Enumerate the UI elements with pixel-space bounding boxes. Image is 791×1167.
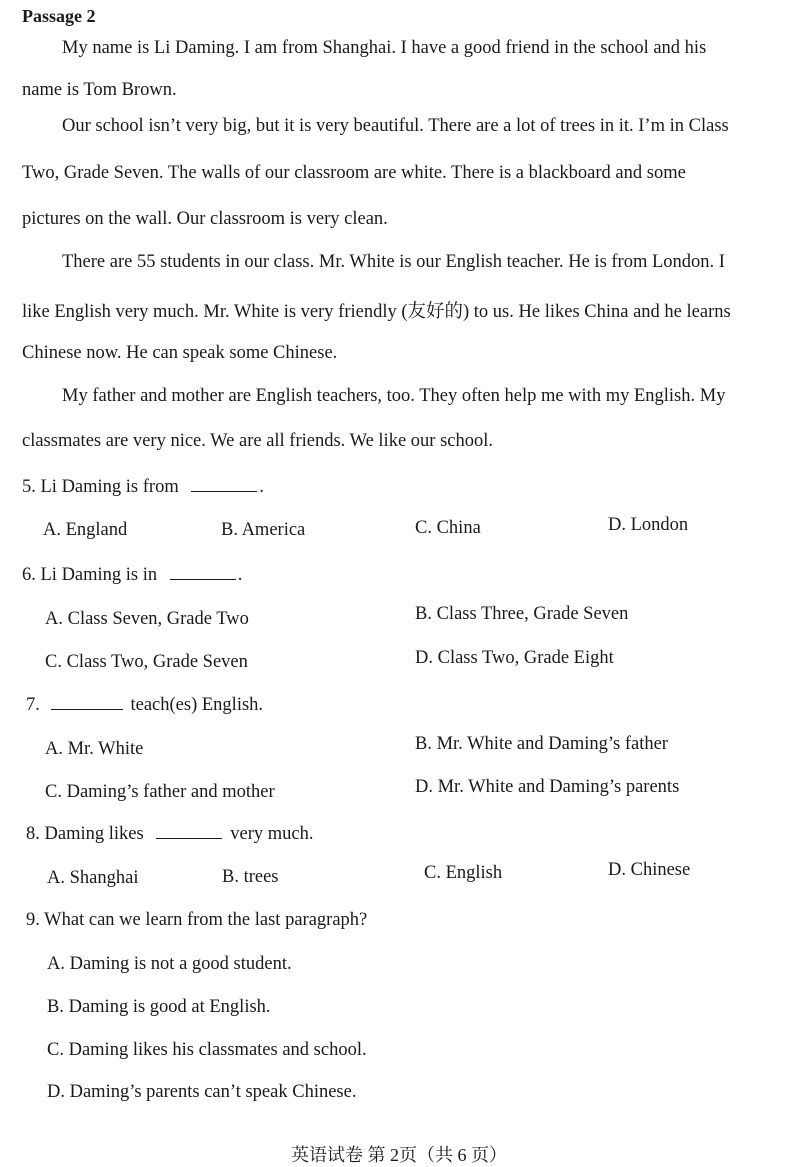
option-9d[interactable]: D. Daming’s parents can’t speak Chinese. bbox=[47, 1082, 357, 1102]
question-8-stem bbox=[26, 824, 314, 845]
option-7d[interactable]: D. Mr. White and Daming’s parents bbox=[415, 777, 680, 797]
question-9-stem: 9. What can we learn from the last paragraph? bbox=[26, 910, 368, 930]
question-7-text: 7. bbox=[26, 695, 40, 715]
answer-blank bbox=[156, 824, 222, 839]
passage-line: My name is Li Daming. I am from Shanghai. I have a good friend in the school and his bbox=[62, 38, 707, 58]
option-6b[interactable]: B. Class Three, Grade Seven bbox=[415, 604, 629, 624]
answer-blank bbox=[170, 565, 236, 580]
passage-line: classmates are very nice. We are all friends. We like our school. bbox=[22, 431, 493, 451]
option-5b[interactable]: B. America bbox=[221, 520, 306, 540]
option-8b[interactable]: B. trees bbox=[222, 867, 279, 887]
question-5-stem bbox=[22, 477, 264, 498]
question-7-text-after: teach(es) English. bbox=[130, 695, 264, 715]
option-8d[interactable]: D. Chinese bbox=[608, 860, 691, 880]
question-8-text: 8. Daming likes bbox=[26, 824, 144, 844]
question-8-text-after: very much. bbox=[230, 824, 314, 844]
answer-blank bbox=[51, 695, 123, 710]
passage-title: Passage 2 bbox=[22, 6, 96, 26]
option-5c[interactable]: C. China bbox=[415, 518, 481, 538]
option-9a[interactable]: A. Daming is not a good student. bbox=[47, 954, 292, 974]
passage-line: name is Tom Brown. bbox=[22, 80, 177, 100]
option-6a[interactable]: A. Class Seven, Grade Two bbox=[45, 609, 249, 629]
passage-line: Chinese now. He can speak some Chinese. bbox=[22, 343, 338, 363]
question-6-text: 6. Li Daming is in bbox=[22, 565, 158, 585]
question-6-text-after: . bbox=[237, 565, 243, 585]
question-6-stem bbox=[22, 565, 242, 586]
option-5a[interactable]: A. England bbox=[43, 520, 128, 540]
option-8a[interactable]: A. Shanghai bbox=[47, 868, 139, 888]
passage-line: Two, Grade Seven. The walls of our classroom are white. There is a blackboard and some bbox=[22, 163, 686, 183]
option-8c[interactable]: C. English bbox=[424, 863, 503, 883]
question-7-stem bbox=[26, 695, 263, 716]
option-9c[interactable]: C. Daming likes his classmates and school. bbox=[47, 1040, 367, 1060]
question-5-text: 5. Li Daming is from bbox=[22, 477, 179, 497]
answer-blank bbox=[191, 477, 257, 492]
passage-line: like English very much. Mr. White is very friendly (友好的) to us. He likes China and he learns bbox=[22, 302, 731, 322]
option-7c[interactable]: C. Daming’s father and mother bbox=[45, 782, 275, 802]
passage-line: Our school isn’t very big, but it is very beautiful. There are a lot of trees in it. I’m in Class bbox=[62, 116, 729, 136]
passage-line: There are 55 students in our class. Mr. White is our English teacher. He is from London. I bbox=[62, 252, 725, 272]
option-9b[interactable]: B. Daming is good at English. bbox=[47, 997, 271, 1017]
passage-line: pictures on the wall. Our classroom is very clean. bbox=[22, 209, 388, 229]
option-7a[interactable]: A. Mr. White bbox=[45, 739, 144, 759]
page-footer: 英语试卷 第 2页（共 6 页） bbox=[291, 1145, 507, 1165]
option-6d[interactable]: D. Class Two, Grade Eight bbox=[415, 648, 614, 668]
option-7b[interactable]: B. Mr. White and Daming’s father bbox=[415, 734, 668, 754]
passage-line: My father and mother are English teachers, too. They often help me with my English. My bbox=[62, 386, 726, 406]
question-5-text-after: . bbox=[259, 477, 264, 497]
option-6c[interactable]: C. Class Two, Grade Seven bbox=[45, 652, 248, 672]
option-5d[interactable]: D. London bbox=[608, 515, 689, 535]
